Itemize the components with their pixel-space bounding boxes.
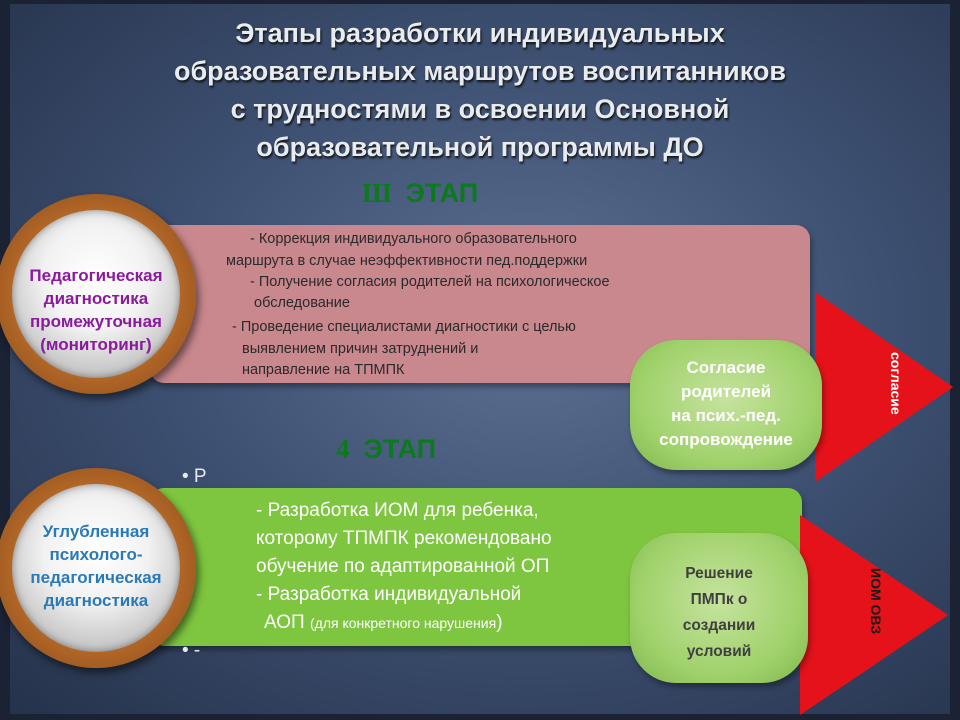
stage3-box-line: выявлением причин затруднений и (242, 341, 479, 357)
stage4-box-line: - Разработка индивидуальной (256, 584, 522, 605)
stage4-arrow-text: ИОМ ОВЗ (868, 568, 884, 635)
stage3-number: Ш (362, 178, 392, 208)
stage4-number: 4 (336, 434, 350, 464)
stage4-decision-blob (630, 533, 808, 683)
stage3-box-line: обследование (254, 295, 350, 311)
stage3-arrow-text: согласие (888, 352, 904, 415)
stage4-box-line: которому ТПМПК рекомендовано (256, 528, 552, 549)
stage3-box-line: направление на ТПМПК (242, 362, 405, 378)
frame-top (0, 0, 960, 4)
stage4-circle-line: педагогическая (30, 568, 162, 587)
title-line: Этапы разработки индивидуальных (235, 18, 725, 48)
stage3-circle-line: диагностика (43, 289, 149, 308)
stage3-heading (362, 178, 478, 209)
stage3-box-line: - Проведение специалистами диагностики с целью (232, 319, 576, 335)
stage4-blob-line: создании (682, 617, 756, 634)
stage4-heading (336, 434, 436, 465)
stage4-circle (0, 468, 196, 668)
stage3-arrow-shape (815, 292, 953, 482)
stage3-blob-line: сопровождение (659, 430, 793, 449)
stage3-consent-blob (630, 340, 822, 470)
stage4-blob-line: условий (686, 643, 752, 660)
stage3-blob-line: на псих.-пед. (671, 406, 781, 425)
stage4-label: ЭТАП (363, 434, 437, 464)
stage4-bullet-top: • Р (182, 466, 207, 487)
stage4-circle-line: психолого- (49, 545, 143, 564)
stage4-bullet-bottom: • - (182, 640, 201, 661)
stage3-circle-line: (мониторинг) (40, 335, 152, 354)
title-line: с трудностями в освоении Основной (230, 94, 730, 124)
stage4-box-small: (для конкретного нарушения (309, 615, 497, 631)
stage3-box-line: - Коррекция индивидуального образовательного (250, 231, 577, 247)
stage4-box-line-last (264, 612, 503, 634)
stage4-blob-line: Решение (685, 565, 753, 582)
stage4-box-aop: АОП (264, 612, 310, 633)
stage4-circle-line: диагностика (43, 591, 149, 610)
stage4-circle-line: Углубленная (42, 522, 150, 541)
stage3-circle-line: промежуточная (30, 312, 162, 331)
stage3-arrow (815, 292, 955, 482)
stage3-circle-line: Педагогическая (29, 266, 163, 285)
stage3-blob-line: родителей (680, 382, 772, 401)
stage3-box-line: маршрута в случае неэффективности пед.поддержки (226, 253, 588, 269)
stage3-label: ЭТАП (405, 178, 479, 208)
stage3-blob-text (630, 356, 822, 452)
slide-title (60, 14, 900, 166)
stage3-circle-text (0, 264, 206, 356)
stage4-blob-text (630, 561, 808, 665)
stage4-circle-text (0, 520, 206, 612)
stage4-blob-line: ПМПк о (690, 591, 748, 608)
stage3-blob-line: Согласие (686, 358, 766, 377)
title-line: образовательной программы ДО (256, 132, 704, 162)
stage4-box-line: обучение по адаптированной ОП (256, 556, 550, 577)
title-line: образовательных маршрутов воспитанников (174, 56, 786, 86)
stage4-box-close: ) (496, 612, 503, 633)
stage3-circle (0, 194, 196, 394)
stage3-box-line: - Получение согласия родителей на психологическое (250, 274, 610, 290)
stage4-box-line: - Разработка ИОМ для ребенка, (256, 500, 539, 521)
